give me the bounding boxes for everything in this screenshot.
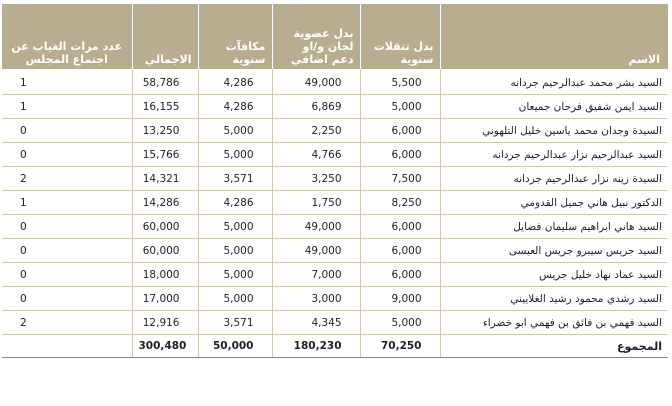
- cell-bonuses: 3,571: [198, 167, 272, 191]
- cell-total: 13,250: [132, 119, 198, 143]
- cell-bonuses: 3,571: [198, 311, 272, 335]
- cell-total: 58,786: [132, 71, 198, 95]
- cell-absences: 0: [2, 287, 132, 311]
- cell-name: السيد بشر محمد عبدالرحيم جردانه: [440, 71, 668, 95]
- total-transport: 70,250: [360, 335, 440, 358]
- cell-absences: 0: [2, 239, 132, 263]
- cell-absences: 1: [2, 95, 132, 119]
- cell-bonuses: 5,000: [198, 215, 272, 239]
- table-row: [2, 263, 668, 287]
- cell-name: السيد فهمي بن فائق بن فهمي ابو خضراء: [440, 311, 668, 335]
- cell-total: 18,000: [132, 263, 198, 287]
- cell-absences: 1: [2, 191, 132, 215]
- cell-total: 14,286: [132, 191, 198, 215]
- cell-bonuses: 4,286: [198, 191, 272, 215]
- cell-bonuses: 5,000: [198, 263, 272, 287]
- cell-bonuses: 5,000: [198, 119, 272, 143]
- cell-committees: 49,000: [272, 71, 360, 95]
- cell-total: 15,766: [132, 143, 198, 167]
- cell-name: الدكتور نبيل هاني جميل القدومي: [440, 191, 668, 215]
- board-remuneration-table: [2, 4, 668, 358]
- table-row: [2, 71, 668, 95]
- cell-absences: 0: [2, 215, 132, 239]
- cell-name: السيد عبدالرحيم نزار عبدالرحيم جردانه: [440, 143, 668, 167]
- totals-row: [2, 335, 668, 358]
- total-grand: 300,480: [132, 335, 198, 358]
- cell-committees: 3,000: [272, 287, 360, 311]
- cell-committees: 6,869: [272, 95, 360, 119]
- cell-transport: 5,000: [360, 311, 440, 335]
- table-header-row: [2, 4, 668, 69]
- cell-name: السيد عماد نهاد خليل جريس: [440, 263, 668, 287]
- header-total: الاجمالي: [132, 4, 198, 69]
- table-row: [2, 143, 668, 167]
- table-row: [2, 311, 668, 335]
- cell-committees: 7,000: [272, 263, 360, 287]
- header-absences: عدد مرات الغياب عن اجتماع المجلس: [2, 4, 132, 69]
- total-bonuses: 50,000: [198, 335, 272, 358]
- cell-transport: 9,000: [360, 287, 440, 311]
- header-committees: بدل عضوية لجان و/او دعم اضافي: [272, 4, 360, 69]
- cell-total: 60,000: [132, 239, 198, 263]
- cell-transport: 6,000: [360, 215, 440, 239]
- cell-bonuses: 4,286: [198, 71, 272, 95]
- cell-name: السيد رشدي محمود رشيد الغلاييني: [440, 287, 668, 311]
- remuneration-table-container: [2, 4, 668, 358]
- table-row: [2, 119, 668, 143]
- cell-committees: 2,250: [272, 119, 360, 143]
- cell-committees: 1,750: [272, 191, 360, 215]
- total-absences-empty: [2, 335, 132, 358]
- cell-transport: 5,500: [360, 71, 440, 95]
- cell-total: 12,916: [132, 311, 198, 335]
- cell-bonuses: 5,000: [198, 239, 272, 263]
- total-committees: 180,230: [272, 335, 360, 358]
- cell-absences: 0: [2, 263, 132, 287]
- cell-bonuses: 4,286: [198, 95, 272, 119]
- cell-absences: 2: [2, 311, 132, 335]
- cell-transport: 6,000: [360, 239, 440, 263]
- table-row: [2, 95, 668, 119]
- table-row: [2, 167, 668, 191]
- cell-transport: 6,000: [360, 119, 440, 143]
- cell-total: 14,321: [132, 167, 198, 191]
- cell-transport: 5,000: [360, 95, 440, 119]
- cell-bonuses: 5,000: [198, 143, 272, 167]
- cell-committees: 4,766: [272, 143, 360, 167]
- cell-name: السيدة زينه نزار عبدالرحيم جردانه: [440, 167, 668, 191]
- header-bonuses: مكافآت سنوية: [198, 4, 272, 69]
- cell-name: السيد هاني ابراهيم سليمان فضايل: [440, 215, 668, 239]
- cell-absences: 1: [2, 71, 132, 95]
- header-name: الاسم: [440, 4, 668, 69]
- table-row: [2, 239, 668, 263]
- header-transport: بدل تنقلات سنوية: [360, 4, 440, 69]
- table-row: [2, 215, 668, 239]
- cell-bonuses: 5,000: [198, 287, 272, 311]
- cell-total: 17,000: [132, 287, 198, 311]
- cell-transport: 6,000: [360, 143, 440, 167]
- cell-total: 16,155: [132, 95, 198, 119]
- cell-transport: 7,500: [360, 167, 440, 191]
- cell-total: 60,000: [132, 215, 198, 239]
- total-label: المجموع: [440, 335, 668, 358]
- cell-committees: 3,250: [272, 167, 360, 191]
- table-row: [2, 287, 668, 311]
- cell-name: السيد ايمن شفيق فرحان جميعان: [440, 95, 668, 119]
- cell-absences: 2: [2, 167, 132, 191]
- cell-committees: 49,000: [272, 215, 360, 239]
- table-row: [2, 191, 668, 215]
- cell-transport: 8,250: [360, 191, 440, 215]
- cell-absences: 0: [2, 143, 132, 167]
- cell-transport: 6,000: [360, 263, 440, 287]
- cell-absences: 0: [2, 119, 132, 143]
- cell-committees: 4,345: [272, 311, 360, 335]
- cell-name: السيد جريس سيبرو جريس العيسى: [440, 239, 668, 263]
- cell-name: السيدة وجدان محمد ياسين خليل التلهوني: [440, 119, 668, 143]
- cell-committees: 49,000: [272, 239, 360, 263]
